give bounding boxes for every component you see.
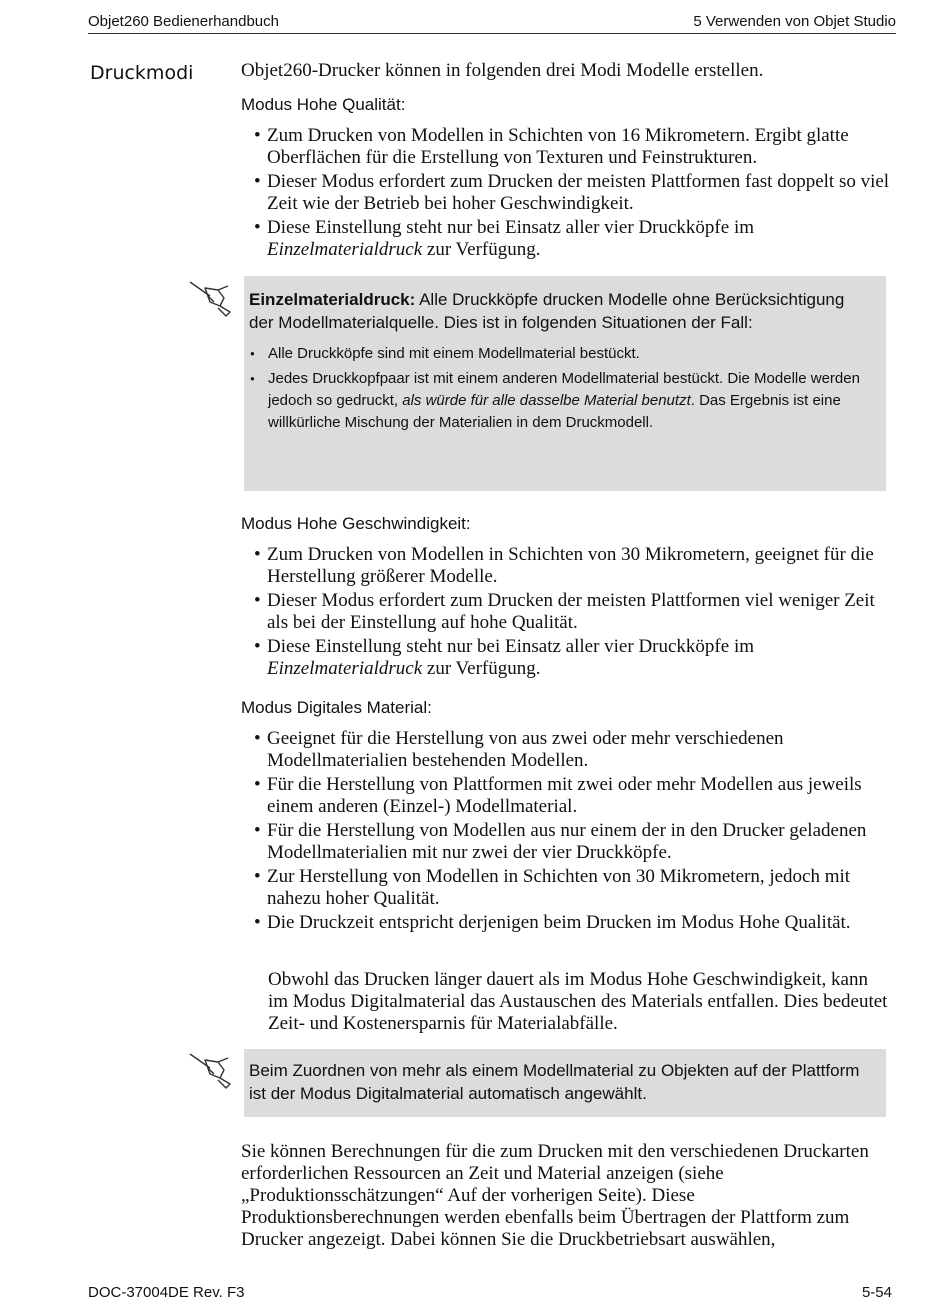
- final-paragraph: Sie können Berechnungen für die zum Drucken mit den verschiedenen Druckarten erforderlichen Ressourcen an Zeit und Material anzeigen (siehe „Produktionsschätzungen“ Auf der vorherigen Seite). Diese Produktionsberechnungen werden ebenfalls beim Übertragen der Plattform zum Drucker angezeigt. Dabei können Sie die Druckbetriebsart auswählen,: [241, 1141, 869, 1250]
- note-list: [244, 343, 886, 434]
- header-manual-title: Objet260 Bedienerhandbuch: [88, 13, 279, 30]
- page-header: [88, 11, 896, 34]
- list-item: • Dieser Modus erfordert zum Drucken der meisten Plattformen fast doppelt so viel Zeit wie der Betrieb bei hoher Geschwindigkeit.: [252, 171, 892, 215]
- list-item: • Zum Drucken von Modellen in Schichten von 16 Mikrometern. Ergibt glatte Oberflächen für die Erstellung von Texturen und Feinstrukturen.: [252, 125, 892, 169]
- footer-page-number: 5-54: [861, 1284, 892, 1301]
- list-item: • Diese Einstellung steht nur bei Einsatz aller vier Druckköpfe im Einzelmaterialdruck zur Verfügung.: [252, 217, 892, 261]
- list-item: ● Jedes Druckkopfpaar ist mit einem anderen Modellmaterial bestückt. Die Modelle werden jedoch so gedruckt, als würde für alle dasselbe Material benutzt. Das Ergebnis ist eine willkürliche Mischung der Materialien in dem Druckmodell.: [244, 368, 876, 434]
- list-item: • Die Druckzeit entspricht derjenigen beim Drucken im Modus Hohe Qualität.: [252, 912, 892, 934]
- mode-dm-heading: Modus Digitales Material:: [241, 698, 432, 717]
- pushpin-icon: [188, 278, 234, 318]
- list-item: • Dieser Modus erfordert zum Drucken der meisten Plattformen viel weniger Zeit als bei der Einstellung auf hohe Qualität.: [252, 590, 892, 634]
- list-item: • Für die Herstellung von Modellen aus nur einem der in den Drucker geladenen Modellmaterialien mit nur zwei der vier Druckköpfe.: [252, 820, 892, 864]
- list-item: • Diese Einstellung steht nur bei Einsatz aller vier Druckköpfe im Einzelmaterialdruck zur Verfügung.: [252, 636, 892, 680]
- list-item: • Zum Drucken von Modellen in Schichten von 30 Mikrometern, geeignet für die Herstellung größerer Modelle.: [252, 544, 892, 588]
- mode-hs-list: [252, 544, 892, 682]
- mode-hq-list: [252, 125, 892, 263]
- note-box-single-material: [244, 276, 886, 491]
- footer-doc-number: DOC-37004DE Rev. F3: [88, 1284, 245, 1301]
- header-chapter-title: 5 Verwenden von Objet Studio: [693, 13, 896, 30]
- pushpin-icon: [188, 1050, 234, 1090]
- section-intro: Objet260-Drucker können in folgenden drei Modi Modelle erstellen.: [241, 60, 764, 81]
- list-item: ● Alle Druckköpfe sind mit einem Modellmaterial bestückt.: [244, 343, 876, 365]
- list-item: • Zur Herstellung von Modellen in Schichten von 30 Mikrometern, jedoch mit nahezu hoher Qualität.: [252, 866, 892, 910]
- mode-hs-heading: Modus Hohe Geschwindigkeit:: [241, 514, 471, 533]
- note-text: Einzelmaterialdruck: Alle Druckköpfe drucken Modelle ohne Berücksichtigung der Modellmaterialquelle. Dies ist in folgenden Situationen der Fall:: [249, 290, 845, 332]
- note-box-digital-material: [244, 1049, 886, 1117]
- note-text: Beim Zuordnen von mehr als einem Modellmaterial zu Objekten auf der Plattform ist der Modus Digitalmaterial automatisch angewählt.: [249, 1061, 860, 1103]
- section-title: Druckmodi: [90, 62, 194, 84]
- mode-hq-heading: Modus Hohe Qualität:: [241, 95, 406, 114]
- list-item: • Für die Herstellung von Plattformen mit zwei oder mehr Modellen aus jeweils einem anderen (Einzel-) Modellmaterial.: [252, 774, 892, 818]
- mode-dm-list: [252, 728, 892, 936]
- list-item: • Geeignet für die Herstellung von aus zwei oder mehr verschiedenen Modellmaterialien bestehenden Modellen.: [252, 728, 892, 772]
- mode-dm-paragraph: Obwohl das Drucken länger dauert als im Modus Hohe Geschwindigkeit, kann im Modus Digitalmaterial das Austauschen des Materials entfallen. Dies bedeutet Zeit- und Kostenersparnis für Materialabfälle.: [268, 969, 888, 1034]
